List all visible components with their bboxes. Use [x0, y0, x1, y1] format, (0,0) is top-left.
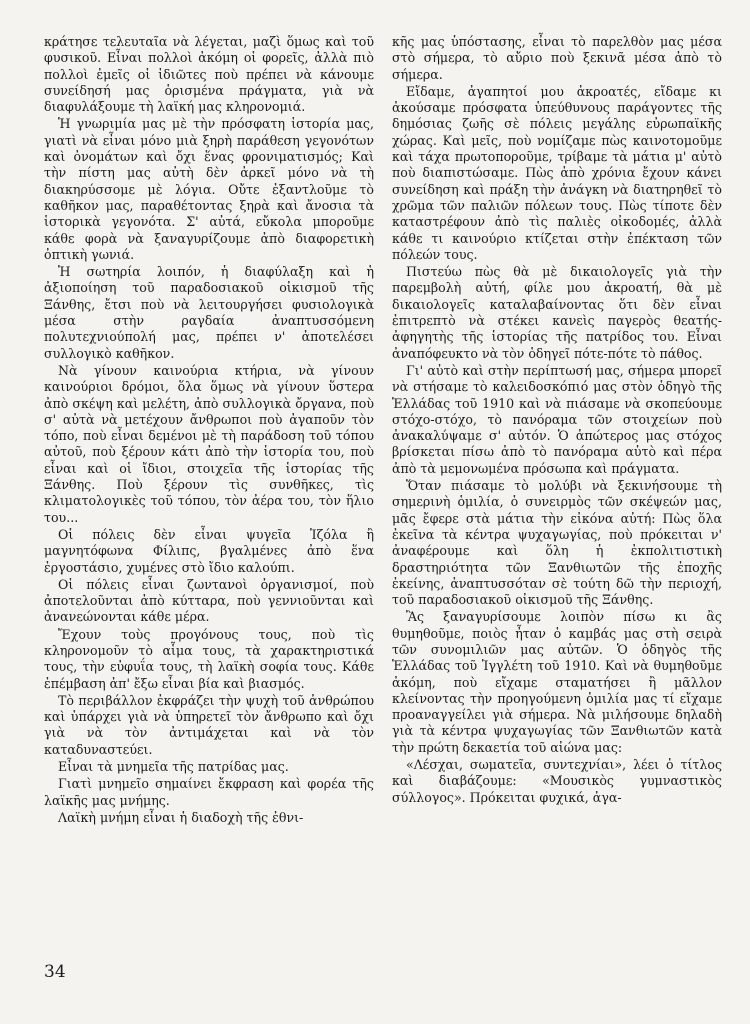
paragraph: Νὰ γίνουν καινούρια κτήρια, νὰ γίνουν καινούριοι δρόμοι, ὅλα ὅμως νὰ γίνουν ὕστερα ἀπὸ σκέψη καὶ μελέτη, ἀπὸ συλλογικὰ ὄργανα, ποὺ σ' αὐτὰ νὰ μετέχουν ἄνθρωποι ποὺ ἀγαποῦν τὸν τόπο, ποὺ εἶναι δεμένοι μὲ τὴ παράδοση τοῦ τόπου αὐτοῦ, ποὺ ξέρουν κάτι ἀπὸ τὴν ἱστορία του, ποὺ εἶναι καὶ οἱ ἴδιοι, στοιχεῖα τῆς ἱστορίας τῆς Ξάνθης. Ποὺ ξέρουν τὶς συνθῆκες, τὶς κλιματολογικὲς τοῦ τόπου, τὸν ἀέρα του, τὸν ἥλιο του... — [44, 362, 374, 525]
paragraph: Οἱ πόλεις δὲν εἶναι ψυγεῖα Ἰζόλα ἢ μαγνητόφωνα Φίλιπς, βγαλμένες ἀπὸ ἕνα ἐργοστάσιο, χυμένες στὸ ἴδιο καλούπι. — [44, 526, 374, 575]
right-column — [392, 34, 722, 806]
page-number: 34 — [44, 962, 66, 982]
paragraph: Ὅταν πιάσαμε τὸ μολύβι νὰ ξεκινήσουμε τὴ σημερινὴ ὁμιλία, ὁ συνειρμὸς τῶν σκέψεών μας, μᾶς ἔφερε στὰ μάτια τὴν εἰκόνα αὐτή: Πὼς ὅλα ἐκεῖνα τὰ κέντρα ψυχαγωγίας, ποὺ πρόκειται ν' ἀναφέρουμε καὶ ὅλη ἡ ἐκπολιτιστικὴ δραστηριότητα τῶν Ξανθιωτῶν τῆς ἐποχῆς ἐκείνης, ἀναπτυσσόταν σὲ τούτη δῶ τὴν περιοχή, τοῦ παραδοσιακοῦ οἰκισμοῦ τῆς Ξάνθης. — [392, 478, 722, 608]
paragraph: Τὸ περιβάλλον ἐκφράζει τὴν ψυχὴ τοῦ ἀνθρώπου καὶ ὑπάρχει γιὰ νὰ ὑπηρετεῖ τὸν ἄνθρωπο καὶ ὄχι γιὰ νὰ τὸν ἀντιμάχεται καὶ νὰ τὸν καταδυναστεύει. — [44, 692, 374, 757]
paragraph: κράτησε τελευταῖα νὰ λέγεται, μαζὶ ὅμως καὶ τοῦ φυσικοῦ. Εἶναι πολλοὶ ἀκόμη οἱ φορεῖς, ἀλλὰ πιὸ πολλοὶ ἐμεῖς οἱ ἰδιῶτες ποὺ πρέπει νὰ κάνουμε συνείδησή μας ὁρισμένα πράγματα, γιὰ νὰ διαφυλάξουμε τὴ λαϊκή μας κληρονομιά. — [44, 34, 374, 115]
paragraph: Ἔχουν τοὺς προγόνους τους, ποὺ τὶς κληρονομοῦν τὸ αἷμα τους, τὰ χαρακτηριστικά τους, τὴν εὐφυΐα τους, τὴ λαϊκὴ σοφία τους. Κάθε ἐπέμβαση ἀπ' ἔξω εἶναι βία καὶ βιασμός. — [44, 626, 374, 691]
paragraph: Εἴδαμε, ἀγαπητοί μου ἀκροατές, εἴδαμε κι ἀκούσαμε πρόσφατα ὑπεύθυνους παράγοντες τῆς δημόσιας ζωῆς σὲ πόλεις μεγάλης εὐρωπαϊκῆς χώρας. Καὶ μεῖς, ποὺ νομίζαμε πὼς καινοτομοῦμε καὶ τάχα πρωτοποροῦμε, τρίβαμε τὰ μάτια μ' αὐτὸ ποὺ διαπιστώσαμε. Πὼς ἀπὸ χρόνια ἔχουν κάνει συνείδηση καὶ πράξη τὴν ἀνάγκη νὰ διατηρηθεῖ τὸ χρῶμα τῶν παλιῶν πόλεων τους. Πὼς τίποτε δὲν καταστρέφουν ἀπὸ τὶς παλιὲς οἰκοδομές, ἀλλὰ κάθε τι καινούριο κτίζεται στὴν ἐπέκταση τῶν πόλεών τους. — [392, 83, 722, 262]
paragraph: Οἱ πόλεις εἶναι ζωντανοὶ ὀργανισμοί, ποὺ ἀποτελοῦνται ἀπὸ κύτταρα, ποὺ γεννιοῦνται καὶ ἀνανεώνονται κάθε μέρα. — [44, 576, 374, 625]
paragraph: Εἶναι τὰ μνημεῖα τῆς πατρίδας μας. — [58, 759, 289, 775]
paragraph: Ἡ σωτηρία λοιπόν, ἡ διαφύλαξη καὶ ἡ ἀξιοποίηση τοῦ παραδοσιακοῦ οἰκισμοῦ τῆς Ξάνθης, ἔτσι ποὺ νὰ λειτουργήσει φυσιολογικὰ μέσα στὴν ραγδαία ἀναπτυσσόμενη πολυτεχνιούπολή μας, πρέπει ν' ἀποτελέσει συλλογικὸ καθῆκον. — [44, 264, 374, 361]
paragraph: Λαϊκὴ μνήμη εἶναι ἡ διαδοχὴ τῆς ἐθνι- — [58, 809, 304, 825]
paragraph: Πιστεύω πὼς θὰ μὲ δικαιολογεῖς γιὰ τὴν παρεμβολὴ αὐτή, φίλε μου ἀκροατή, θὰ μὲ δικαιολογεῖς καταλαβαίνοντας ὅτι δὲν εἶναι ἐπιτρεπτὸ νὰ στέκει κανεὶς παγερὸς θεατής-ἀφηγητὴς τῆς ἱστορίας τῆς πατρίδος του. Εἶναι ἀναπόφευκτο νὰ τὸν ὁδηγεῖ πότε-πότε τὸ πάθος. — [392, 264, 722, 361]
paragraph: Ἡ γνωριμία μας μὲ τὴν πρόσφατη ἱστορία μας, γιατὶ νὰ εἶναι μόνο μιὰ ξηρὴ παράθεση γεγονότων καὶ ὀνομάτων καὶ ὄχι ἕνας φρονιματισμός; Καὶ τὴν πίστη μας αὐτὴ δὲν ἀρκεῖ μόνο νὰ τὴ διακηρύσσομε μὲ λόγια. Οὔτε ἐξαντλοῦμε τὸ καθῆκον μας, παραθέτοντας ξηρὰ καὶ ἄνοσια τὰ ἱστορικὰ γεγονότα. Σ' αὐτά, εὔκολα μποροῦμε κάθε φορὰ νὰ ξαναγυρίζουμε ἀπὸ διαφορετικὴ ὀπτικὴ γωνιά. — [44, 116, 374, 262]
paragraph: «Λέσχαι, σωματεῖα, συντεχνίαι», λέει ὁ τίτλος καὶ διαβάζουμε: «Μουσικὸς γυμναστικὸς σύλλογος». Πρόκειται φυχικά, ἀγα- — [392, 757, 722, 805]
left-column — [44, 34, 374, 826]
paragraph: κῆς μας ὑπόστασης, εἶναι τὸ παρελθὸν μας μέσα στὸ σήμερα, τὸ αὔριο ποὺ ξεκινᾶ μέσα ἀπὸ τὸ σήμερα. — [392, 34, 722, 82]
paragraph: Γι' αὐτὸ καὶ στὴν περίπτωσή μας, σήμερα μπορεῖ νὰ στήσαμε τὸ καλειδοσκόπιό μας στὸν ὁδηγὸ τῆς Ἑλλάδας τοῦ 1910 καὶ νὰ πιάσαμε νὰ σκοπεύουμε στόχο-στόχο, τὸ πανόραμα τῶν στοιχείων ποὺ ἀνακαλύψαμε σ' αὐτόν. Ὁ ἀπώτερος μας στόχος βρίσκεται πίσω ἀπὸ τὸ πανόραμα αὐτὸ καὶ πέρα ἀπὸ τὰ μεμονωμένα πρόσωπα καὶ πράγματα. — [392, 362, 722, 476]
paragraph: Γιατὶ μνημεῖο σημαίνει ἔκφραση καὶ φορέα τῆς λαϊκῆς μας μνήμης. — [44, 776, 374, 808]
paragraph: Ἂς ξαναγυρίσουμε λοιπὸν πίσω κι ἂς θυμηθοῦμε, ποιὸς ἦταν ὁ καμβάς μας στὴ σειρὰ τῶν συνομιλιῶν μας αὐτῶν. Ὁ ὁδηγὸς τῆς Ἑλλάδας τοῦ Ἰγγλέτη τοῦ 1910. Καὶ νὰ θυμηθοῦμε ἀκόμη, ποὺ εἴχαμε σταματήσει ἢ μᾶλλον κλείνοντας τὴν προηγούμενη ὁμιλία μας τί εἴχαμε προαναγγείλει γιὰ σήμερα. Νὰ μιλήσουμε δηλαδὴ γιὰ τὰ κέντρα ψυχαγωγίας τῶν Ξανθιωτῶν κατὰ τὴν πρώτη δεκαετία τοῦ αἰώνα μας: — [392, 609, 722, 755]
